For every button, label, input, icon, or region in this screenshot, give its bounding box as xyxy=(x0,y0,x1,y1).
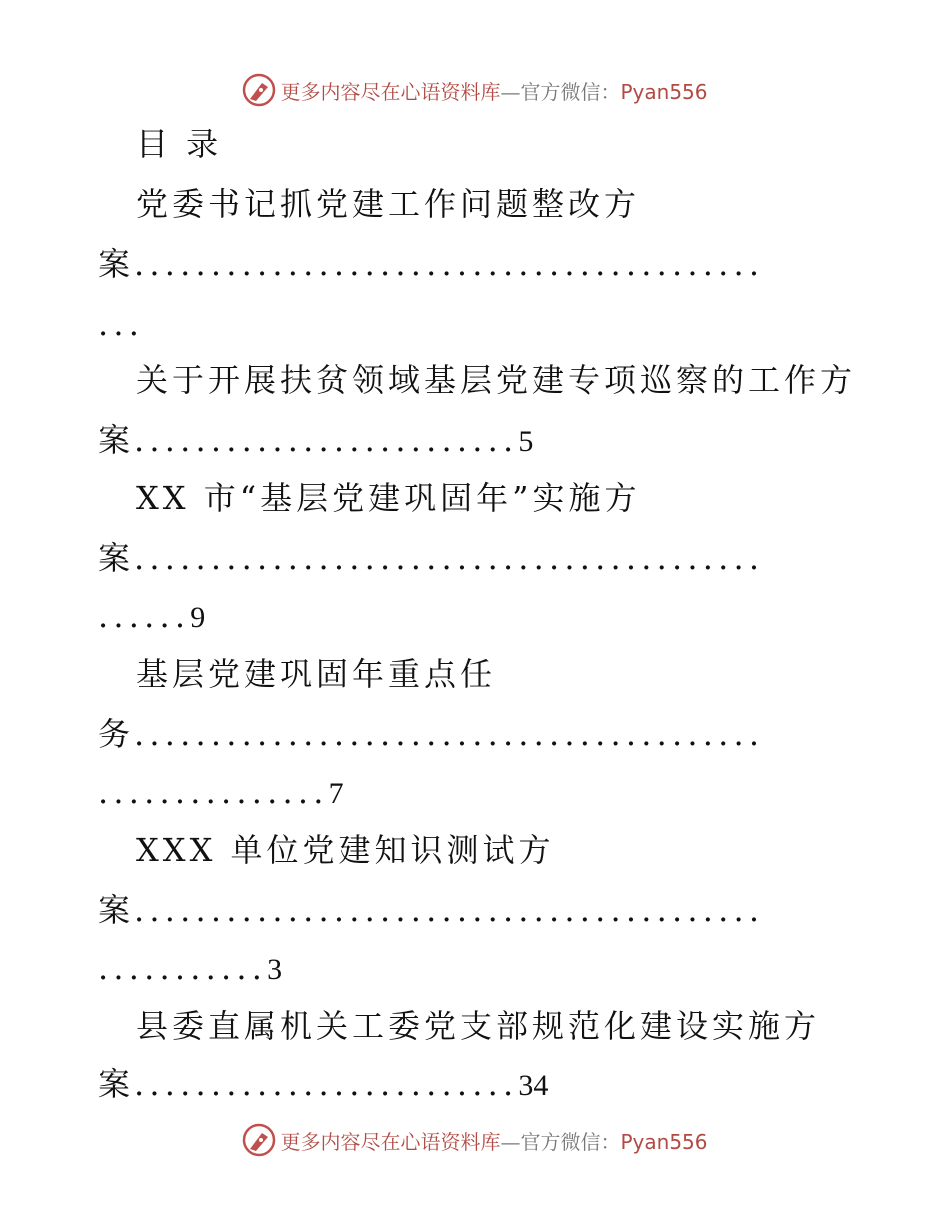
page-number: 7 xyxy=(328,777,344,810)
pen-nib-logo-icon xyxy=(242,1123,276,1157)
header-watermark xyxy=(0,70,950,110)
toc-entry-leader: 务......................................... xyxy=(98,715,765,753)
toc-entry-leader: 案.........................5 xyxy=(98,421,534,459)
page-number: 5 xyxy=(518,425,534,458)
toc-entry-leader: 案.........................34 xyxy=(98,1065,549,1103)
toc-entry-title[interactable]: 党委书记抓党建工作问题整改方 xyxy=(136,185,641,223)
page-number: 9 xyxy=(190,601,206,634)
toc-entry-leader: 案......................................... xyxy=(98,245,765,283)
page-number: 3 xyxy=(267,953,283,986)
toc-entry-leader-cont: ......9 xyxy=(98,597,206,635)
watermark-text: 更多内容尽在心语资料库—官方微信：Pyan556 xyxy=(280,1129,708,1154)
toc-entry-title[interactable]: 基层党建巩固年重点任 xyxy=(136,655,497,693)
toc-entry-title[interactable]: XX 市“基层党建巩固年”实施方 xyxy=(136,479,641,517)
toc-title: 目 录 xyxy=(136,125,223,163)
toc-entry-leader-cont: ... xyxy=(98,305,145,343)
toc-entry-title[interactable]: 关于开展扶贫领域基层党建专项巡察的工作方 xyxy=(136,361,857,399)
page-number: 34 xyxy=(518,1069,549,1102)
toc-entry-title[interactable]: XXX 单位党建知识测试方 xyxy=(136,831,555,869)
toc-entry-leader-cont: ...........3 xyxy=(98,949,283,987)
watermark-text: 更多内容尽在心语资料库—官方微信：Pyan556 xyxy=(280,79,708,104)
toc-entry-leader-cont: ...............7 xyxy=(98,773,344,811)
toc-entry-leader: 案......................................... xyxy=(98,539,765,577)
footer-watermark xyxy=(0,1120,950,1160)
pen-nib-logo-icon xyxy=(242,73,276,107)
toc-entry-leader: 案......................................... xyxy=(98,891,765,929)
toc-entry-title[interactable]: 县委直属机关工委党支部规范化建设实施方 xyxy=(136,1007,821,1045)
